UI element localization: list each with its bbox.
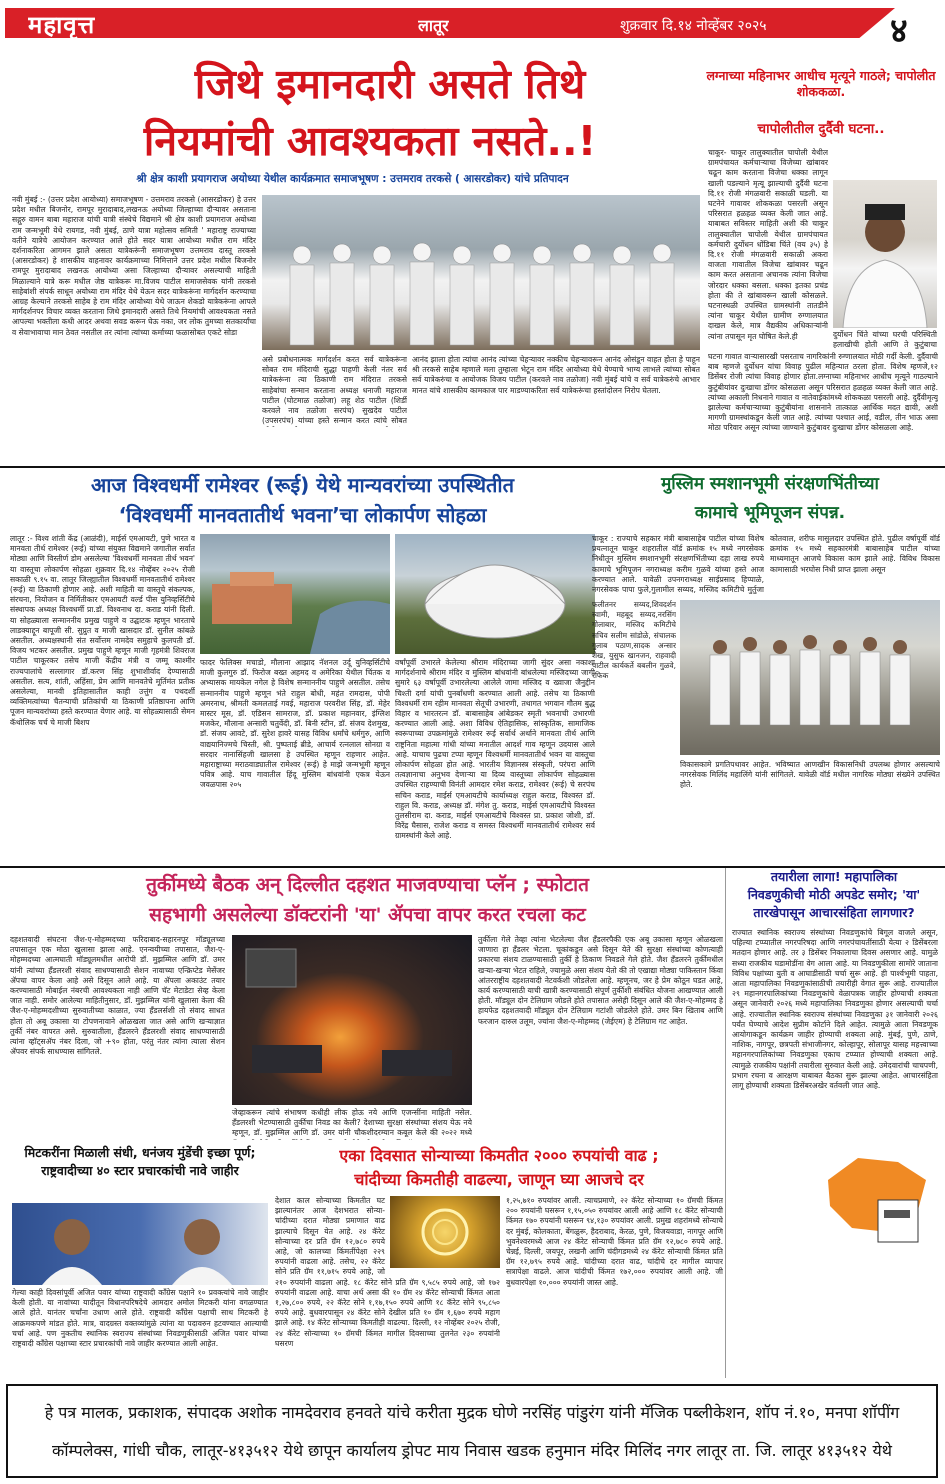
rameshwar-aerial-photo (200, 534, 390, 654)
map-icon (818, 1140, 936, 1250)
pilgrims-photo (262, 195, 700, 350)
masthead-city: लातूर (418, 16, 449, 35)
mitkari-headline: मिटकरींना मिळाली संधी, धनंजय मुंडेंची इच्छा पूर्ण; राष्ट्रवादीच्या ४० स्टार प्रचारकांची नावे जाहीर (24, 1145, 256, 1178)
rameshwar-body-col1: लातूर :- विश्व शांती केंद्र (आळंदी), माईर्स एमआयटी, पुणे भारत व मानवता तीर्थ रामेश्वर (रूई) यांच्या संयुक्त विद्यमाने जगातील सर्वात मोठ्या आणि विस्तीर्ण डोम असलेल्या 'विश्वधर्मी मानवता तीर्थ भवन' या वास्तूचा लोकार्पण सोहळा शुक्रवार दि.१४ नोव्हेंबर २०२५ रोजी सकाळी ९.१५ वा. लातूर जिल्ह्यातील विश्वधर्मी मानवतातीर्थ रामेश्वर (रूई) या ठिकाणी होणार आहे. अशी माहिती या वास्तूचे संकल्पक, संरचना, नियोजन व निर्मितीकार एमआयटी वर्ल्ड पीस युनिव्हर्सिटीचे संस्थापक अध्यक्ष विश्वधर्मी प्रा.डॉ. विश्वनाथ दा. कराड यांनी दिली. या सोहळ्याला सन्माननीय प्रमुख पाहुणे व उद्घाटक म्हणून भारताचे लाडक्याद्दून बापूजी सी. सुप्रुत व माजी खासदार डॉ. सुनील कांबळे असतील. अध्यक्षस्थानी संत सर्वोत्तम नामदेव समुहाचे कुलपती डॉ. विजय भटकर असतील. प्रमुख पाहुणे म्हणून माजी गृहमंत्री शिवराज पाटील चाकूरकर तसेच माजी केंद्रीय मंत्री व जम्मू काश्मीर राज्यपालांचे सल्लागार डॉ.करण सिंह शुभाशीर्वाद देण्यासाठी असतील. सत्य, शांती, अहिंसा, प्रेम आणि मानवतेचे मूर्तिमंत प्रतीक असलेल्या, मानवी इतिहासातील काही उत्तुंग व पथदर्शी व्यक्तिमत्वांच्या चैतन्याची प्रतिकांची या ठिकाणी प्रतिष्ठापना आणि पूजन मान्यवरांच्या हस्ते करण्यात येणार आहे. या सोहळ्यासाठी सेमन कॅथोलिक चर्च चे माजी बिशप (10, 534, 195, 727)
chapoli-body-col3: घटना गावात वाऱ्यासारखी पसरताच नागरिकांनी रुग्णालयात मोठी गर्दी केली. दुर्दैवाची बाब म्हणजे दुर्योधन यांचा विवाह पुढील महिन्यात ठरला होता. विशेष म्हणजे,१२ डिसेंबर रोजी त्यांचा विवाह होणार होता.लग्नाच्या महिनाभर आधीच मृत्यूने गाठल्याने कुटुंबीयांवर दुःखाचा डोंगर कोसळला असून परिसरात हळहळ व्यक्त केली जात आहे. त्यांच्या अकाली निधनाने गावात व नातेवाईकांमध्ये शोककळा पसरली आहे. दुर्दैवीमृत्यू झालेल्या कर्मचाऱ्याच्या कुटुंबीयांना शासनाने तात्काळ आर्थिक मदत द्यावी, अशी मागणी ग्रामस्थांकडून केली जात आहे. त्यांच्या पश्चात आई, वडील, तीन भाऊ असा मोठा परिवार असून त्यांच्या जाण्याने कुटुंबावर दुःखाचा डोंगर कोसळला आहे. (708, 352, 938, 433)
blast-photo (232, 935, 472, 1105)
lead-group-photo (262, 195, 700, 350)
lead-headline-line1: जिथे इमानदारी असते तिथे (194, 60, 586, 108)
gold-body-col1 (275, 1196, 500, 1380)
chapoli-body-col2: दुर्योधन चिंते यांच्या घरची परिस्थिती हलाखीची होती आणि ते कुटुंबाचा (833, 330, 937, 350)
election-headline-box (728, 868, 940, 924)
turkey-body-col3: तुर्कीला गेले तेव्हा त्यांना भेटलेल्या जैश हँडलरपैकी एक अबू उकासा म्हणून ओळखला जाणारा हा हँडलर भेटला. चूकांकडून असे दिसून येते की सुरक्षा संस्थांच्या कोणत्याही प्रकारचा संशय टाळण्यासाठी तुर्की हे ठिकाण निवडले गेले होते. जैश हँडलरने तुर्कीमधील खऱ्या-खऱ्या भेटत राहिले, ज्यामुळे असा संशय येतो की तो एखाद्या मोठ्या पाकिस्तान किंवा आंतरराष्ट्रीय दहशतवादी नेटवर्कशी जोडलेला आहे. म्हणूनच, जर हे प्रेम कोठून घडत आहे, कार्य करण्यासाठी याची खात्री करण्यासाठी संपूर्ण तुर्कीशी संबंधित योजना आखण्यात आली होती. मॉड्यूल दोन टेलिग्राम जोडले होते तपासात असेही दिसून आले की जैश-ए-मोहम्मद हे हायफेड दहशतवादी मॉड्यूल दोन टेलिग्राम गटांशी जोडलेले होते. उमर बिन खिताब आणि फरजान दारुल उलूम, ज्यांना जैश-ए-मोहम्मद (जेईएम) हे टेलिग्राम गट आहेत. (478, 935, 723, 1026)
page-number: ४ (890, 11, 908, 51)
person-portrait (833, 180, 937, 328)
election-headline-line2: निवडणुकीची मोठी अपडेट समोर; 'या' (747, 887, 921, 902)
turkey-headline-line1: तुर्कीमध्ये बैठक अन् दिल्लीत दहशत माजवण्याचा प्लॅन ; स्फोटात (146, 874, 589, 896)
election-body: राज्यात स्थानिक स्वराज्य संस्थांच्या निवडणुकांचे बिगूल वाजले असून, पहिल्या टप्प्यातील नगरपरिषदा आणि नगरपंचायतींसाठी येत्या २ डिसेंबरला मतदान होणार आहे. तर ३ डिसेंबर निकालाचा दिवस असणार आहे. यामुळे सध्या राजकीय घडामोडींना वेग आला आहे. या निवडणुकीला सामोरे जाताना विविध पक्षांच्या युती व आघाडीसाठी चर्चा सुरू आहे. ही पार्श्वभूमी पाहता, आता महापालिका निवडणुकांसाठीची तयारीही वेगात सुरू आहे. राज्यातील २९ महानगरपालिकांच्या निवडणुकांचे वेळापत्रक जाहीर होण्याची शक्यता असून जानेवारी २०२६ मध्ये महापालिका निवडणुका होणार असल्याची चर्चा आहे. राज्यातील स्थानिक स्वराज्य संस्थांच्या निवडणुका ३१ जानेवारी २०२६ पर्यंत घेण्याचे आदेश सुप्रीम कोर्टाने दिले आहेत. त्यामुळे आता निवडणूक आयोगाकडून कार्यक्रम जाहीर होण्याची शक्यता आहे. मुंबई, पुणे, ठाणे, नाशिक, नागपूर, छत्रपती संभाजीनगर, कोल्हापूर, सोलापूर यासह महत्त्वाच्या महानगरपालिकांच्या निवडणुका एकाच टप्प्यात होण्याची शक्यता आहे. त्यामुळे राजकीय पक्षांनी तयारीला सुरुवात केली आहे. उमेदवारांची चाचपणी, प्रभाग रचना व आरक्षण याबाबत बैठका सुरू झाल्या आहेत. आचारसंहिता लागू होण्याची शक्यता डिसेंबरअखेर वर्तवली जात आहे. (732, 928, 938, 1091)
leaders-photo (12, 1203, 268, 1285)
mitkari-photo (12, 1203, 268, 1285)
gold-body-col2: १,२५,७१० रुपयांवर आली. त्याचप्रमाणे, २२ कॅरेट सोन्याच्या १० ग्रॅमची किंमत २०० रुपयांनी घसरून १,१५,०५० रुपयांवर आली आहे आणि १८ कॅरेट सोन्याची किंमत १७० रुपयांनी घसरून ९४,१३० रुपयांवर आली. प्रमुख शहरांमध्ये सोन्याचे दर मुंबई, कोलकाता, बेंगळुरू, हैदराबाद, केरळ, पुणे, विजयवाडा, नागपूर आणि भुवनेश्वरमध्ये आज २४ कॅरेट सोन्याची किंमत प्रति ग्रॅम १२,७८० रुपये आहे. चेन्नई, दिल्ली, जयपूर, लखनौ आणि चंदीगडमध्ये २४ कॅरेट सोन्याची किंमत प्रति ग्रॅम १२,७९५ रुपये आहे. चांदीच्या दरात वाढ, चांदीचे दर मागील व्यापार सत्रापेक्षा वाढले. आज चांदीची किंमत १७२,००० रुपयांवर आली आहे. जी बुधवारपेक्षा १०,००० रुपयांनी जास्त आहे. (506, 1196, 723, 1287)
muslim-body-col2: कोतवाल, शरीफ मासुलदार उपस्थित होते. पुढील वर्षापूर्वी वॉर्ड क्रमांक १५ मध्ये सहकारमंत्री बाबासाहेब पाटील यांच्या माध्यमातून आजचे विकास काम झाले आहे. विविध विकास कामासाठी भरघोस निधी प्राप्त झाला असून (770, 534, 940, 574)
lead-body-col1: नवी मुंबई :- (उत्तर प्रदेश आयोध्या) समाजभूषण - उत्तमराव तरकसे (आसरडोकर) हे उत्तर प्रदेश मधील बिजनोर, रामपूर मुरादाबाद,लखनऊ अयोध्या जिल्हाच्या दौऱ्यावर असताना सद्गुरु वामन बाबा महाराज यांची यात्री संस्थेचे विद्यमाने श्री क्षेत्र काशी प्रयागराज अयोध्या राम जन्मभूमी येथे रायगड, नवी मुंबई, ठाणे यात्रा महोत्सव समिती ' महाराष्ट्र राज्याच्या वतीने यात्रेचे आयोजन करण्यात आले होते सदर यात्रा आयोध्या मधील राम मंदिर दर्शनाकरिता आगमन झाले असता यात्रेकरूंनी समाजभूषण उत्तमराव दास्तू तरकसे (आसरडोकर) हे शासकीय वाहनावर कार्यक्रमाच्या निमित्ताने उत्तर प्रदेश मधील बिजनोर रामपूर मुरादाबाद लखनऊ आयोध्या असा जिल्हाच्या दौऱ्यावर असल्याची माहिती मिळाल्याने यात्रे करू मधील जेष्ठ यात्रेकरू मा.विजय पाटील समाजसेवक यांनी तरकसे साहेबांशी संपर्क साधून अयोध्या राम मंदिर येथे येऊन सदर यात्रेकरूंना मार्गदर्शन करण्याचा आग्रह केल्याने तरकसे साहेब हे राम मंदिर आयोध्या येथे जाऊन शेकडो यात्रेकरूंना आपले मार्गदर्शनपर विचार व्यक्त करताना जिथे इमानदारी असते तिथे नियमांची आवश्यकता नसते आपल्या भक्तीला कधी आदर अथवा सवड करून घेऊ नका, जर लोक तुमच्या सतकार्यांचा व सेवाभावाचा मान ठेवत नसतील तर त्यांना त्यांच्या कर्माच्या फळासोबत एकटे सोडा (12, 195, 256, 337)
turkey-headline-line2: सहभागी असलेल्या डॉक्टरांनी 'या' ॲपचा वापर करत रचला कट (149, 904, 586, 926)
lead-body-col2: असे प्रबोधनात्मक मार्गदर्शन करत सर्व यात्रेकरूंना सोबत राम मंदिराची सुद्धा पाहणी केली नंतर सर्व यात्रेकरूंना त्या ठिकाणी राम मंदिरात तरकसे साहेबांचा सन्मान करताना अध्यक्ष धनाजी महाराज पाटील (घोटमाळ तळोजा) लहू शेठ पाटील (शिर्डी करवले नाव तळोजा सरपंच) सुखदेव पाटील (उपसरपंच) यांच्या हस्ते सन्मान करत त्यांचे सोबत (262, 355, 407, 426)
mitkari-body: गेल्या काही दिवसांपूर्वी अजित पवार यांच्या राष्ट्रवादी काँग्रेस पक्षाने १० प्रवक्त्यांचे नावे जाहीर केली होती. या नावांच्या यादीतून विधानपरिषदेचे आमदार अमोल मिटकरी यांना वगळण्यात आले होते. यानंतर चर्चांना उधाण आले होते. राष्ट्रवादी काँग्रेस पक्षाची साथ मिटकरी हे आक्रमकपणे मांडत होते. मात्र, वादग्रस्त वक्तव्यांमुळे त्यांना या पदावरुन हटवण्यात आल्याची चर्चा आहे. पण नुकतीच स्थानिक स्वराज्य संस्थांच्या निवडणुकीसाठी अजित पवार यांच्या राष्ट्रवादी काँग्रेस पक्षाच्या स्टार प्रचारकांची नावे जाहीर करण्यात आली आहेत. (12, 1288, 268, 1349)
rameshwar-body-col2: फादर फेलिक्स मचाडो, मौलाना आझाद नॅशनल उर्दू युनिव्हर्सिटीचे माजी कुलगुरु डॉ. फिरोज बख्त अहमद व अमेरिका येथील चिंतक व अभ्यासक मायकेल नगेल हे विशेष सन्माननीय पाहुणे असतील. तसेच सन्माननीय पाहुणे म्हणून भंते राहुल बोधी, महंत रामदास, पोपी अमरनाथ, श्रीमती कमलताई गवई, महाराज परवरीश सिंह, डॉ. मेहेर मास्टर मूस, डॉ. एडिसन सामराज, डॉ. प्रकाश महानवार, इंग्लिश मजकेर, मौलाना अन्सारी चतुर्वेदी, डॉ. बिनी स्टीन, डॉ. संजय देशमुख, डॉ. संजय आवटे, डॉ. सुरेश हावरे यासह विविध धर्मांचे धर्मगुरु, आणि वाद्ययानिज्मचे चिस्ती, श्री. पुष्पताई ब्रीडे, आचार्य रत्नलाल सोनग्रा व सरदार नानासिंहजी खालसा हे उपस्थित म्हणून राहणार आहेत. महाराष्ट्राच्या मराठवाड्यातील रामेश्वर (रूई) हे माझे जन्मभूमी म्हणून पवित्र आहे. याच गावातील हिंदू मुस्लिम बांधवांनी एकत्र येऊन जवळपास २०५ (200, 658, 390, 790)
ceremony-photo (680, 600, 940, 755)
temple-photo (200, 534, 390, 654)
lead-subhead: श्री क्षेत्र काशी प्रयागराज अयोध्या येथील कार्यक्रमात समाजभूषण : उत्तमराव तरकसे ( आसरडोकर) यांचे प्रतिपादन (136, 173, 569, 185)
masthead-title: महावृत्त (28, 10, 96, 39)
rameshwar-headline-line1: आज विश्वधर्मी रामेश्वर (रूई) येथे मान्यवरांच्या उपस्थितीत (90, 473, 515, 497)
muslim-headline-line2: कामाचे भूमिपूजन संपन्न. (694, 503, 846, 523)
chapoli-portrait (833, 180, 937, 328)
column-rule (725, 868, 726, 1378)
election-headline-line1: तयारीला लागा! महापालिका (770, 869, 898, 884)
turkey-body-col2: जेव्हाकरून त्यांचे संभाषण कधीही लीक होऊ नये आणि एजन्सींना माहिती नसेल. हँडलरशी भेटण्यासाठी तुर्कीचा निवड का केली? देशाच्या सुरक्षा संस्थांच्या संशय येऊ नये म्हणून, डॉ. मुझम्मिल आणि डॉ. उमर यांनी चौकशीदरम्यान कबूल केले की २०२२ मध्ये (232, 1108, 472, 1138)
masthead-date: शुक्रवार दि.१४ नोव्हेंबर २०२५ (620, 18, 767, 34)
chapoli-body-col1: चाकूर- चाकूर तालुक्यातील चापोली येथील ग्रामपंचायत कर्मचाऱ्याचा विजेच्या खांबावर चढून काम करताना विजेचा धक्का लागून खाली पडल्याने मृत्यू झाल्याची दुर्दैवी घटना दि.११ रोजी मंगळवारी सकाळी घडली. या घटनेने गावावर शोककळा पसरली असून परिसरात हळहळ व्यक्त केली जात आहे. याबाबत सविस्तर माहिती अशी की चाकूर तालुक्यातील चापोली येथील ग्रामपंचायत कर्मचारी दुर्योधन धोंडिबा चिंते (वय ३५) हे दि.११ रोजी मंगळवारी सकाळी अकरा वाजता गावातील विजेचा खांबावर चढून काम करत असताना अचानक त्यांना विजेचा जोरदार धक्का बसला. धक्का इतका प्रचंड होता की ते खांबावरून खाली कोसळले. घटनास्थळी उपस्थित ग्रामस्थांनी तातडीने त्यांना चाकूर येथील ग्रामीण रुग्णालयात दाखल केले, मात्र वैद्यकीय अधिकाऱ्यांनी त्यांना तपासून मृत घोषित केले.ही (708, 148, 828, 341)
chapoli-headline: लग्नाच्या महिनाभर आधीच मृत्यूने गाठले; चापोलीत शोककळा. (706, 68, 936, 99)
muslim-body-col1a: चाकूर : राज्याचे सहकार मंत्री बाबासाहेब पाटील यांच्या विशेष प्रयत्नातून चाकूर शहरातील वॉर्ड क्रमांक १५ मध्ये नगरसेवक निधीतून मुस्लिम स्मशानभूमी संरक्षणभिंतीच्या दहा लाख रुपये कामाचे भूमिपूजन नगराध्यक्ष करीम गुळवे यांच्या हस्ते आज करण्यात आले. यावेळी उपनगराध्यक्ष साईप्रसाद हिप्पाळे, नगरसेवक पापा फुले,गुलामील सय्यद, मस्जिद कमिटीचे मुर्तुजा (592, 534, 764, 594)
chapoli-subhead: चापोलीतील दुर्दैवी घटना.. (757, 121, 885, 137)
turkey-blast-photo (232, 935, 472, 1105)
rameshwar-body-col3: वर्षांपूर्वी उभारले केलेल्या श्रीराम मंदिराच्या जागी सुंदर असा नकाशा मार्गदर्शनाचे श्रीराम मंदिर व मुस्लिम बांधवांनी बांधलेल्या मस्जिदच्या जागी सुमारे ६३ वर्षापूर्वी उभारलेल्या आलेले जामा मस्जिद व ख्वाजा जैनुद्दीन चिश्ती दर्गा यांची पुनर्बांधणी करण्यात आली आहे. तसेच या ठिकाणी विश्वधर्मी राम रहीम मानवता सेतूची उभारणी, तथागत भगवान गौतम बुद्ध विहार व भारतरत्न डॉ. बाबासाहेब आंबेडकर स्मृती भवनाची उभारणी करण्यात आली आहे. अशा विविध ऐतिहासिक, सांस्कृतिक, सामाजिक स्वरूपाच्या उपक्रमांमुळे रामेश्वर रूई सर्वार्थ अर्थाने मानवता तीर्थ आणि राष्ट्रनिता महात्मा गांधी यांच्या मनातील आदर्श गाव म्हणून उदयास आले आहे. याचाच पुढचा टप्पा म्हणून विश्वधर्मी मानवतातीर्थ भवन या वास्तूचा लोकार्पण सोहळा होत आहे. भारतीय विज्ञानस्त्र संस्कृती, परंपरा आणि तत्वज्ञानाचा अनुभव देणाऱ्या या दिव्य वास्तूच्या लोकार्पण सोहळ्यास उपस्थित राहण्याची विनंती आमदार रमेश कराड, रामेश्वर (रूई) चे सरपंच सचिन कराड, माईर्स एमआयटीचे कार्याध्यक्ष राहुल कराड, विश्वस्त डॉ. राहुल वि. कराड, अध्यक्ष डॉ. मंगेश तु. कराड, माईर्स एमआयटीचे विश्वस्त तुलसीराम दा. कराड, माईर्स एमआयटीचे विश्वस्त प्रा. प्रकाश जोशी, डॉ. विरेंद्र घैसास, राजेश कराड व समस्त विश्वधर्मी मानवतातीर्थ रामेश्वर सर्व ग्रामस्थांनी केले आहे. (395, 658, 595, 841)
rameshwar-headline-line2: ‘विश्वधर्मी मानवतातीर्थ भवना’चा लोकार्पण सोहळा (118, 503, 487, 527)
turkey-body-col1: दहशतवादी संघटना जैश-ए-मोहम्मदच्या फरिदाबाद-सहारनपूर मॉड्यूलच्या तपासातून एक मोठा खुलासा झाला आहे. एनन्वयीच्या तपासात, जैश-ए-मोहम्मदच्या आत्मघाती मॉड्यूलमधील आरोपी डॉ. मुझम्मिल आणि डॉ. उमर यांनी त्यांच्या हँडलरशी संवाद साधण्यासाठी सेशन नावाच्या एन्क्रिप्टेड मेसेंजर ॲपचा वापर केला आहे असे दिसून आले आहे. या ॲपला अकाउंट तयार करण्यासाठी मोबाईल नंबरची आवश्यकता नाही आणि चॅट मेटाडेटा सेव्ह केला जात नाही. समोर आलेल्या माहितीनुसार, डॉ. मुझम्मिल यांनी खुलासा केला की जैश-ए-मोहम्मदशीच्या सुरुवातीच्या काळात, ज्या हँडलर्सशी तो संवाद साधत होता तो अबू उकासा या टोपणनावाने ओळखला जात असे आणि खऱ्याज्ञात तुर्की नंबर वापरत असे. सुरुवातीला, हँडलरने हँडलरशी संवाद साधण्यासाठी त्यांना व्हॉट्सॲप नंबर दिला, जो +९० होता, परंतु नंतर त्यांना त्याला सेशन ॲपवर संपर्क साधण्यास सांगितले. (10, 935, 225, 1057)
muslim-body-col3: विकासकामे प्रगतिपथावर आहेत. भविष्यात आणखीन विकासनिधी उपलब्ध होणार असल्याचे नगरसेवक मिलिंद महालिंगे यांनी सांगितले. यावेळी वॉर्ड मधील नागरिक मोठ्या संख्येने उपस्थित होते. (680, 760, 940, 790)
imprint-footer: हे पत्र मालक, प्रकाशक, संपादक अशोक नामदेवराव हनवते यांचे करीता मुद्रक घोणे नरसिंह पांडुरंग यांनी मॅजिक पब्लीकेशन, शॉप नं.१०, मनपा शॉपींग कॉम्पलेक्स, गांधी चौक, लातूर-४१३५१२ येथे छापून कार्यालय ड्रोपट माय निवास खडक हनुमान मंदिर मिलिंद नगर लातूर ता. जि. लातूर ४१३५१२ येथे (6, 1384, 938, 1478)
lead-body-col3: आनंद झाला होता त्यांचा आनंद त्यांच्या चेहऱ्यावर नक्कीच चेहऱ्यावरून आनंद ओसंडून वाहत होता हे पाहून श्री तरकसे साहेब म्हणाले मला तुम्हाला भेटून राम मंदिर आयोध्या येथे येण्याचे भाग्य लाभले त्यांच्या सोबत सर्व यात्रेकरुंचा व आयोजक विजय पाटील (करवले नाव तळोजा) नवी मुंबई यांचे व सर्व यात्रेकरुंचे आभार मानत यांचे शासकीय कामकाज पार माडण्याकरिता सर्व यात्रेकरूंचा हस्तांदोलन निरोप घेतला. (412, 355, 700, 395)
lead-headline-line2: नियमांची आवश्यकता नसते..! (143, 117, 597, 165)
muslim-headline-line1: मुस्लिम स्मशानभूमी संरक्षणभिंतीच्या (661, 474, 879, 494)
photo-spacer (385, 1196, 500, 1272)
election-headline-line3: तारखेपासून आचारसंहिता लागणार? (753, 905, 915, 920)
gold-headline-line2: चांदीच्या किमतीही वाढल्या, जाणून घ्या आजचे दर (354, 1170, 644, 1189)
maharashtra-map-graphic (818, 1140, 936, 1250)
gold-body-text-1: देशात काल सोन्याच्या किमतीत घट झाल्यानंतर आज देशभरात सोन्या-चांदीच्या दरात मोठ्या प्रमाणात वाढ झाल्याचे दिसून येत आहे. २४ कॅरेट सोन्याच्या दर प्रति ग्रॅम १२,७८० रुपये आहे, जो कालच्या किंमतींपेक्षा २२९ रुपयांनी वाढला आहे. तसेच, २२ कॅरेट सोने प्रति ग्रॅम ११,७१५ रुपये आहे, जो २१० रुपयांनी वाढला आहे. १८ कॅरेट सोने प्रति ग्रॅम ९,५८५ रुपये आहे, जो १७२ रुपयांनी वाढला आहे. याचा अर्थ असा की १० ग्रॅम २४ कॅरेट सोन्याची किंमत आता १,२७,८०० रुपये, २२ कॅरेट सोने १,१७,१५० रुपये आणि १८ कॅरेट सोने ९५,८५० रुपये आहे. बुधवारपासून २४ कॅरेट सोने देखील प्रति १० ग्रॅम १,६७० रुपये महाग झाले आहे. १४ कॅरेट सोन्याच्या किमतीही वाढल्या. दिल्ली, १२ नोव्हेंबर २०२५ रोजी, २४ कॅरेट सोन्याच्या १० ग्रॅमची किंमत मागील दिवसाच्या तुलनेत २३० रुपयांनी घसरण (275, 1196, 500, 1348)
gold-headline-line1: एका दिवसात सोन्याच्या किमतीत २००० रुपयांची वाढ ; (339, 1146, 659, 1165)
muslim-body-col1b: फलीतनर सय्यद,शिवदर्शन स्वामी, महबूद सय्यद,नरसिंग गोलाबार, मस्जिद कमिटीचे सचिव सलीम सांडोळे, संचालक गुलाब पठाण,सादक अन्सार शेख, युसुफ खानजन, राहवादी पाटील कार्यकर्ते बबलीन गुळवे, रफिक (592, 600, 676, 681)
muslim-bhumipujan-photo (680, 600, 940, 755)
